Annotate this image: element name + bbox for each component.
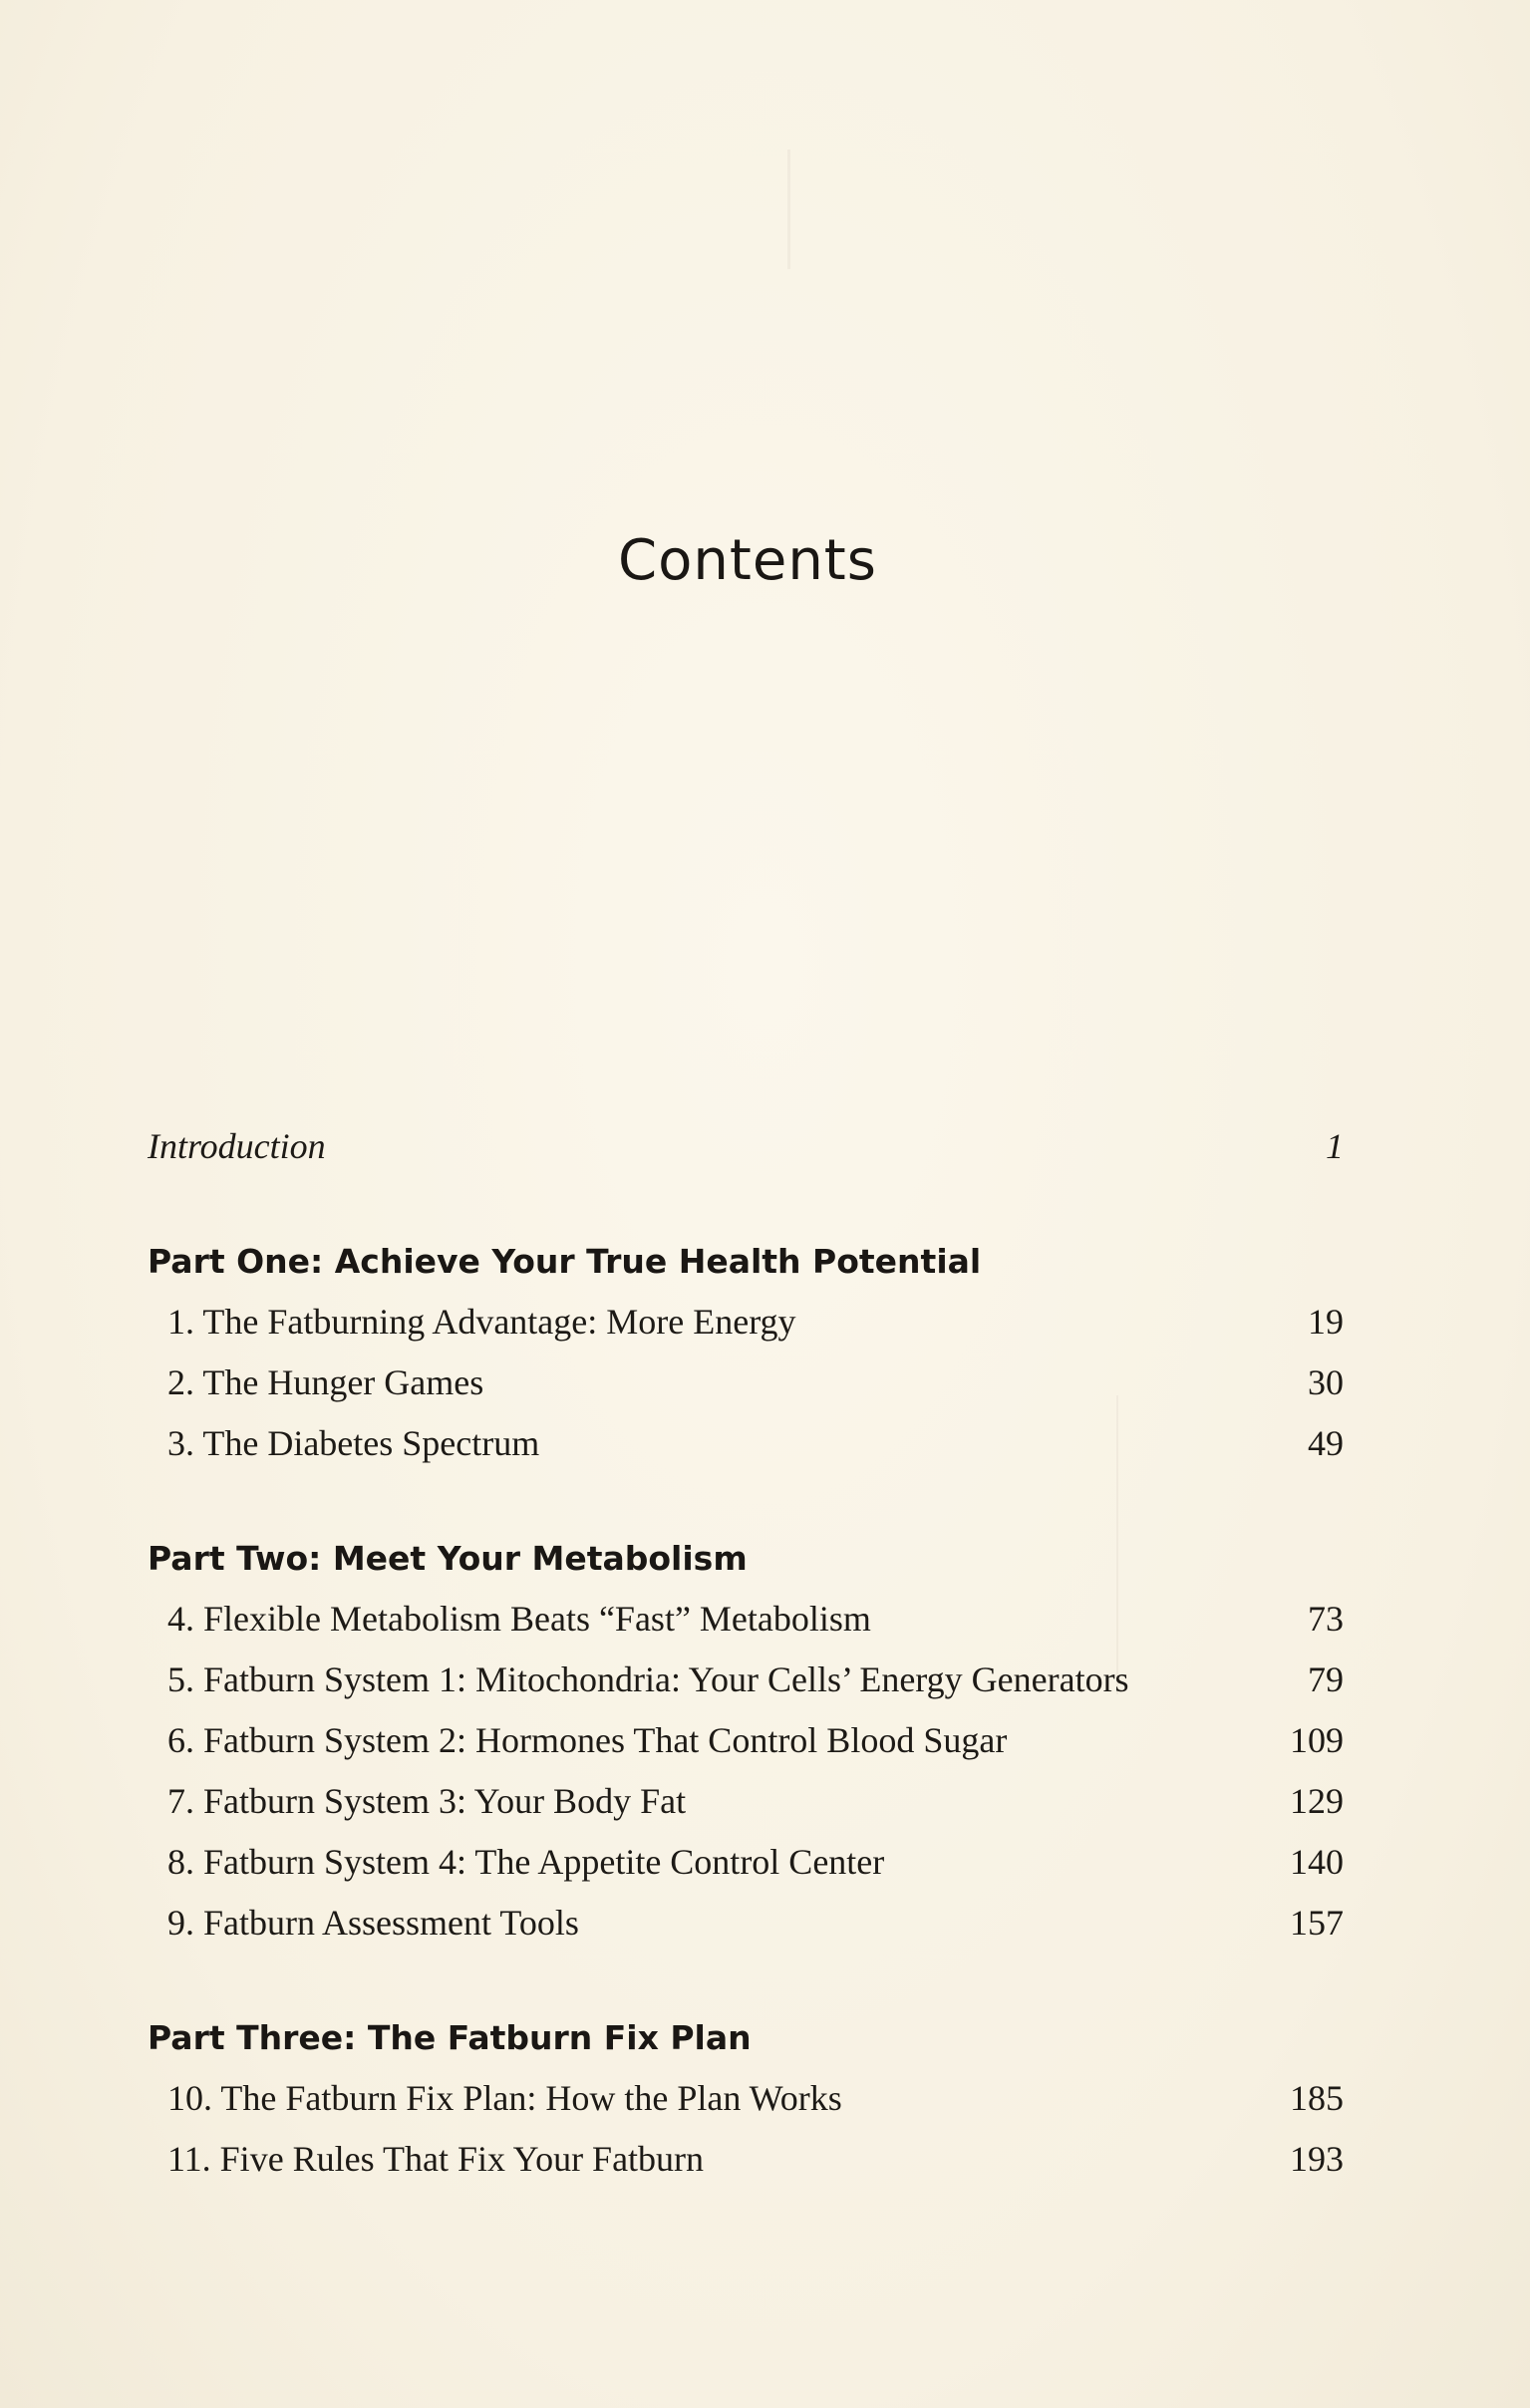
- toc-entry[interactable]: [148, 1589, 1344, 1650]
- toc-entry-page: 157: [1290, 1903, 1344, 1943]
- toc-entry-page: 30: [1308, 1362, 1344, 1402]
- toc-entry-label: 10. The Fatburn Fix Plan: How the Plan Works: [167, 2078, 842, 2118]
- toc-entry-label: 5. Fatburn System 1: Mitochondria: Your Cells’ Energy Generators: [167, 1659, 1129, 1699]
- toc-entry-label: 8. Fatburn System 4: The Appetite Control Center: [167, 1842, 885, 1882]
- toc-entry-label: 3. The Diabetes Spectrum: [167, 1423, 540, 1463]
- toc-entry-page: 140: [1290, 1842, 1344, 1882]
- toc-entry-page: 193: [1290, 2139, 1344, 2179]
- toc-entry-label: 11. Five Rules That Fix Your Fatburn: [167, 2139, 705, 2179]
- toc-entry-page: 185: [1290, 2078, 1344, 2118]
- table-of-contents: [148, 1116, 1344, 2190]
- toc-entry[interactable]: [148, 1771, 1344, 1832]
- toc-entry[interactable]: [148, 1893, 1344, 1954]
- toc-entry-label: 1. The Fatburning Advantage: More Energy: [167, 1302, 796, 1342]
- part-heading-one: Part One: Achieve Your True Health Potential: [148, 1242, 982, 1281]
- toc-entry[interactable]: [148, 2129, 1344, 2190]
- toc-entry-page: 73: [1308, 1599, 1344, 1639]
- toc-entry[interactable]: [148, 1710, 1344, 1771]
- toc-entry-page: 129: [1290, 1781, 1344, 1821]
- toc-entry-label: 2. The Hunger Games: [167, 1362, 484, 1402]
- toc-entry[interactable]: [148, 1650, 1344, 1710]
- toc-entry[interactable]: [148, 1413, 1344, 1474]
- part-heading-two: Part Two: Meet Your Metabolism: [148, 1539, 748, 1578]
- toc-entry-label: 6. Fatburn System 2: Hormones That Control Blood Sugar: [167, 1720, 1008, 1760]
- toc-entry[interactable]: [148, 1353, 1344, 1413]
- toc-entry-page: 1: [1326, 1126, 1344, 1166]
- part-heading-three: Part Three: The Fatburn Fix Plan: [148, 2018, 752, 2057]
- toc-entry-page: 19: [1308, 1302, 1344, 1342]
- toc-entry[interactable]: [148, 1832, 1344, 1893]
- toc-entry-page: 49: [1308, 1423, 1344, 1463]
- page-title: Contents: [618, 528, 877, 593]
- toc-entry-label: 7. Fatburn System 3: Your Body Fat: [167, 1781, 687, 1821]
- toc-entry-introduction[interactable]: [148, 1116, 1344, 1177]
- toc-entry-page: 79: [1308, 1659, 1344, 1699]
- toc-entry-label: 4. Flexible Metabolism Beats “Fast” Metabolism: [167, 1599, 871, 1639]
- toc-entry-label: Introduction: [148, 1126, 326, 1166]
- toc-entry[interactable]: [148, 1292, 1344, 1353]
- toc-entry-label: 9. Fatburn Assessment Tools: [167, 1903, 579, 1943]
- paper-mark: [787, 150, 790, 269]
- toc-entry-page: 109: [1290, 1720, 1344, 1760]
- toc-entry[interactable]: [148, 2068, 1344, 2129]
